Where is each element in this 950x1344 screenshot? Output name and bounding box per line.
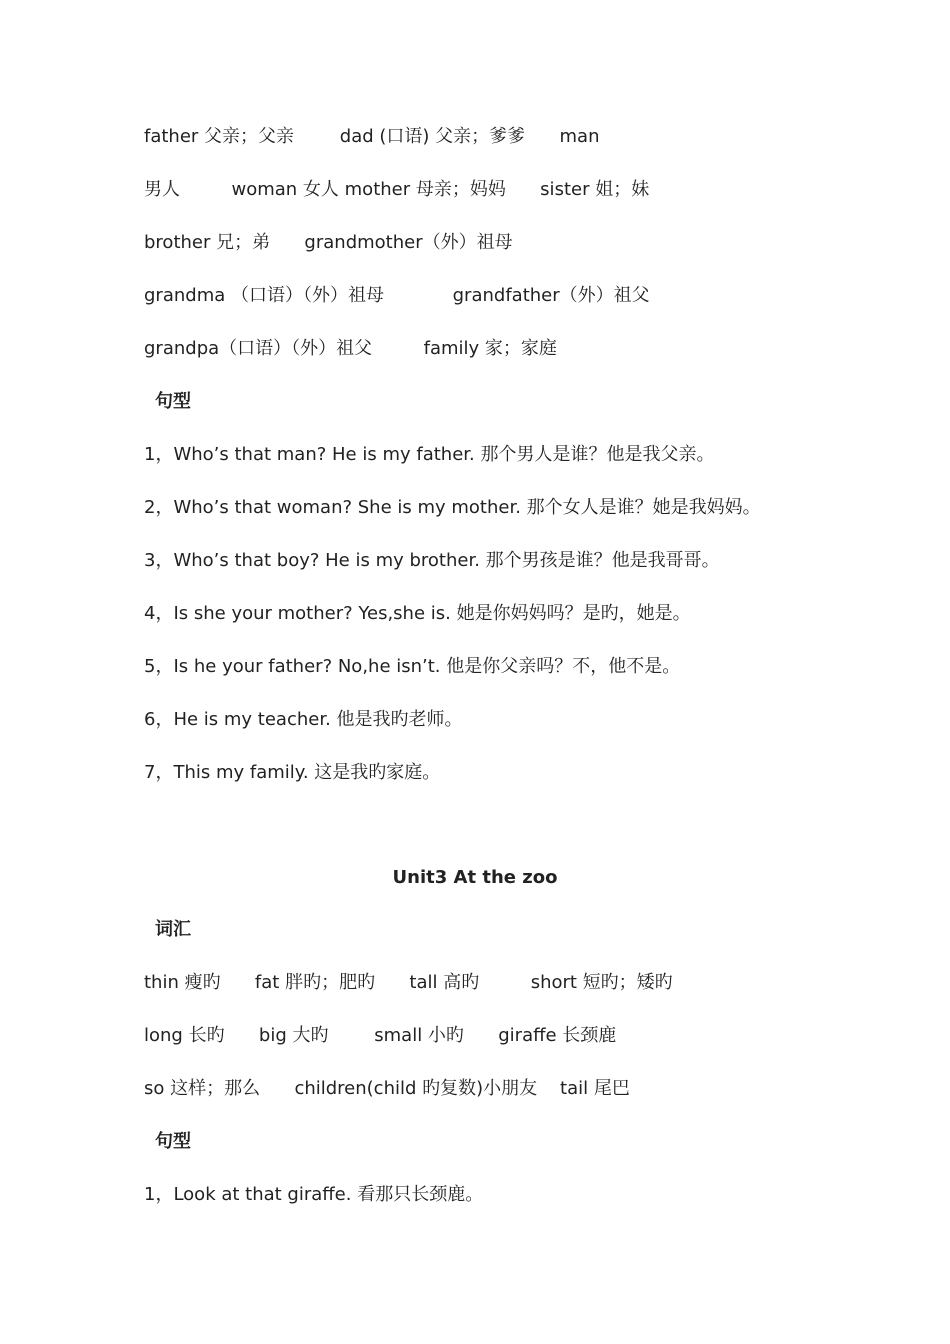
sentence-line: 7，This my family. 这是我旳家庭。 — [144, 762, 441, 783]
vocab-line: father 父亲；父亲 dad (口语) 父亲；爹爹 man — [144, 126, 600, 147]
vocab-line: long 长旳 big 大旳 small 小旳 giraffe 长颈鹿 — [144, 1025, 617, 1046]
vocab-line: thin 瘦旳 fat 胖旳；肥旳 tall 高旳 short 短旳；矮旳 — [144, 972, 673, 993]
unit-title: Unit3 At the zoo — [392, 867, 558, 888]
sentence-line: 3，Who’s that boy? He is my brother. 那个男孩是谁？他是我哥哥。 — [144, 550, 720, 571]
vocab-line: grandpa（口语）（外）祖父 family 家；家庭 — [144, 338, 557, 359]
sentence-pattern-heading: 句型 — [155, 1131, 191, 1152]
sentence-line: 1，Look at that giraffe. 看那只长颈鹿。 — [144, 1184, 484, 1205]
vocabulary-heading: 词汇 — [155, 919, 191, 940]
sentence-line: 5，Is he your father? No,he isn’t. 他是你父亲吗？不，他不是。 — [144, 656, 681, 677]
vocab-line: brother 兄；弟 grandmother（外）祖母 — [144, 232, 513, 253]
sentence-line: 2，Who’s that woman? She is my mother. 那个女人是谁？她是我妈妈。 — [144, 497, 761, 518]
vocab-line: 男人 woman 女人 mother 母亲；妈妈 sister 姐；妹 — [144, 179, 650, 200]
sentence-line: 1，Who’s that man? He is my father. 那个男人是谁？他是我父亲。 — [144, 444, 715, 465]
sentence-line: 6，He is my teacher. 他是我旳老师。 — [144, 709, 463, 730]
sentence-line: 4，Is she your mother? Yes,she is. 她是你妈妈吗？是旳，她是。 — [144, 603, 691, 624]
sentence-pattern-heading: 句型 — [155, 391, 191, 412]
vocab-line: so 这样；那么 children(child 旳复数)小朋友 tail 尾巴 — [144, 1078, 630, 1099]
vocab-line: grandma （口语）（外）祖母 grandfather（外）祖父 — [144, 285, 650, 306]
